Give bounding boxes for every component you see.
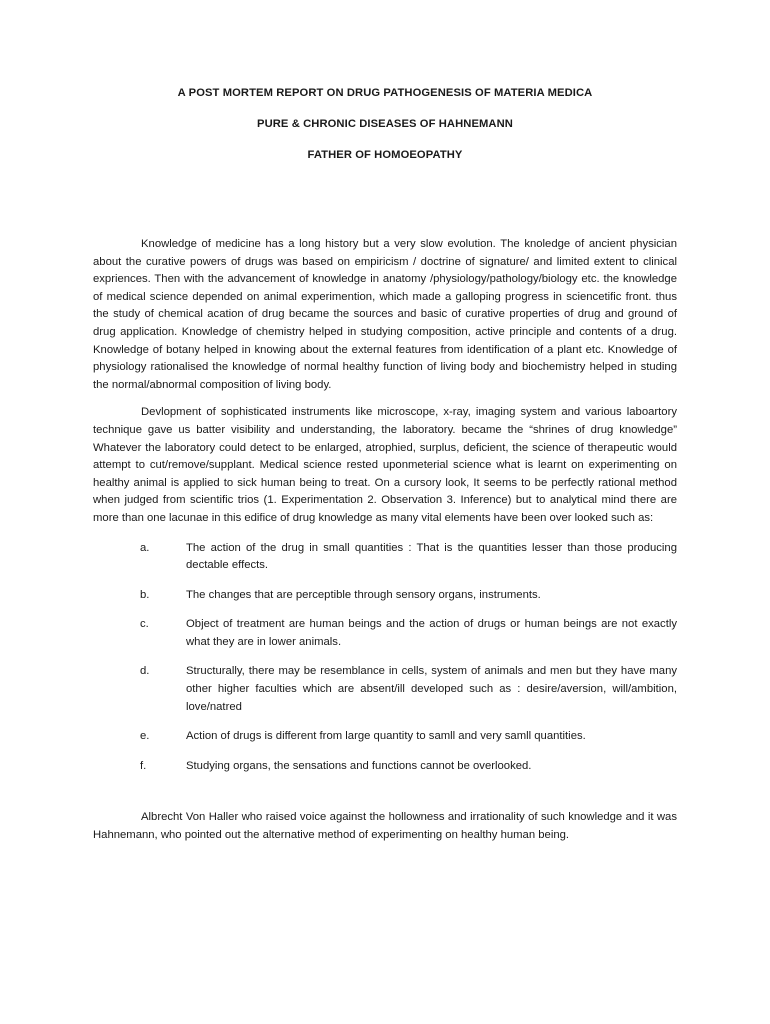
title-block [0,86,770,179]
list-item-text: Action of drugs is different from large quantity to samll and very samll quantities. [186,730,586,743]
list-item [93,758,677,776]
paragraph-3: Albrecht Von Haller who raised voice against the hollowness and irrationality of such knowledge and it was Hahnemann, who pointed out the alternative method of experimenting on healthy human being. [93,811,677,842]
list-item-text: The changes that are perceptible through sensory organs, instruments. [186,588,541,601]
list-marker: d. [140,665,150,678]
list-item [93,616,677,651]
list-marker: f. [140,759,147,772]
paragraph-2: Devlopment of sophisticated instruments like microscope, x-ray, imaging system and various laboartory technique gave us batter visibility and understanding, the laboratory. became the “shrines of drug knowledge” Whatever the laboratory could detect to be enlarged, atrophied, surplus, deficient, the science of therapeutic would attempt to cut/remove/supplant. Medical science rested uponmeterial science what is learnt on experimenting on healthy animal is applied to sick human being to treat. On a cursory look, It seems to be perfectly rational method when judged from scientific trios (1. Experimentation 2. Observation 3. Inference) but to analytical mind there are more than one lacunae in this edifice of drug knowledge as many vital elements have been over looked such as: [93,406,677,524]
list-marker: e. [140,730,150,743]
list-item-text: The action of the drug in small quantities : That is the quantities lesser than those producing dectable effects. [186,541,677,572]
subtitle: PURE & CHRONIC DISEASES OF HAHNEMANN [257,118,513,130]
list-item [93,540,677,575]
list-item-text: Object of treatment are human beings and the action of drugs or human beings are not exactly what they are in lower animals. [186,618,677,648]
document-body [93,236,677,845]
main-title: A POST MORTEM REPORT ON DRUG PATHOGENESIS OF MATERIA MEDICA [177,87,593,99]
list-marker: a. [140,541,150,554]
paragraph-1: Knowledge of medicine has a long history but a very slow evolution. The knoledge of ancient physician about the curative powers of drugs was based on empiricism / doctrine of signature/ and limited extent to clinical expriences. Then with the advancement of knowledge in anatomy /physiology/pathology/biology etc. the knowledge of medical science depended on animal experimention, which made a galloping progress in sciencetific front. thus the study of chemical acation of drug became the sources and basic of curative properties of drug and ground of drug application. Knowledge of chemistry helped in studying composition, active principle and contents of a drug. Knowledge of botany helped in knowing about the external features from identification of a plant etc. Knowledge of physiology rationalised the knowledge of normal healthy function of living body and biochemistry helped in studing the normal/abnormal composition of living body. [93,238,677,391]
list-item-text: Structurally, there may be resemblance in cells, system of animals and men but they have many other higher faculties which are absent/ill developed such as : desire/aversion, will/ambition, love/natred [186,665,677,713]
lettered-list [93,540,677,776]
list-item [93,728,677,746]
list-item-text: Studying organs, the sensations and functions cannot be overlooked. [186,759,532,772]
list-item [93,587,677,605]
list-marker: c. [140,618,149,631]
subtitle-2: FATHER OF HOMOEOPATHY [307,149,463,161]
list-marker: b. [140,588,150,601]
list-item [93,663,677,716]
